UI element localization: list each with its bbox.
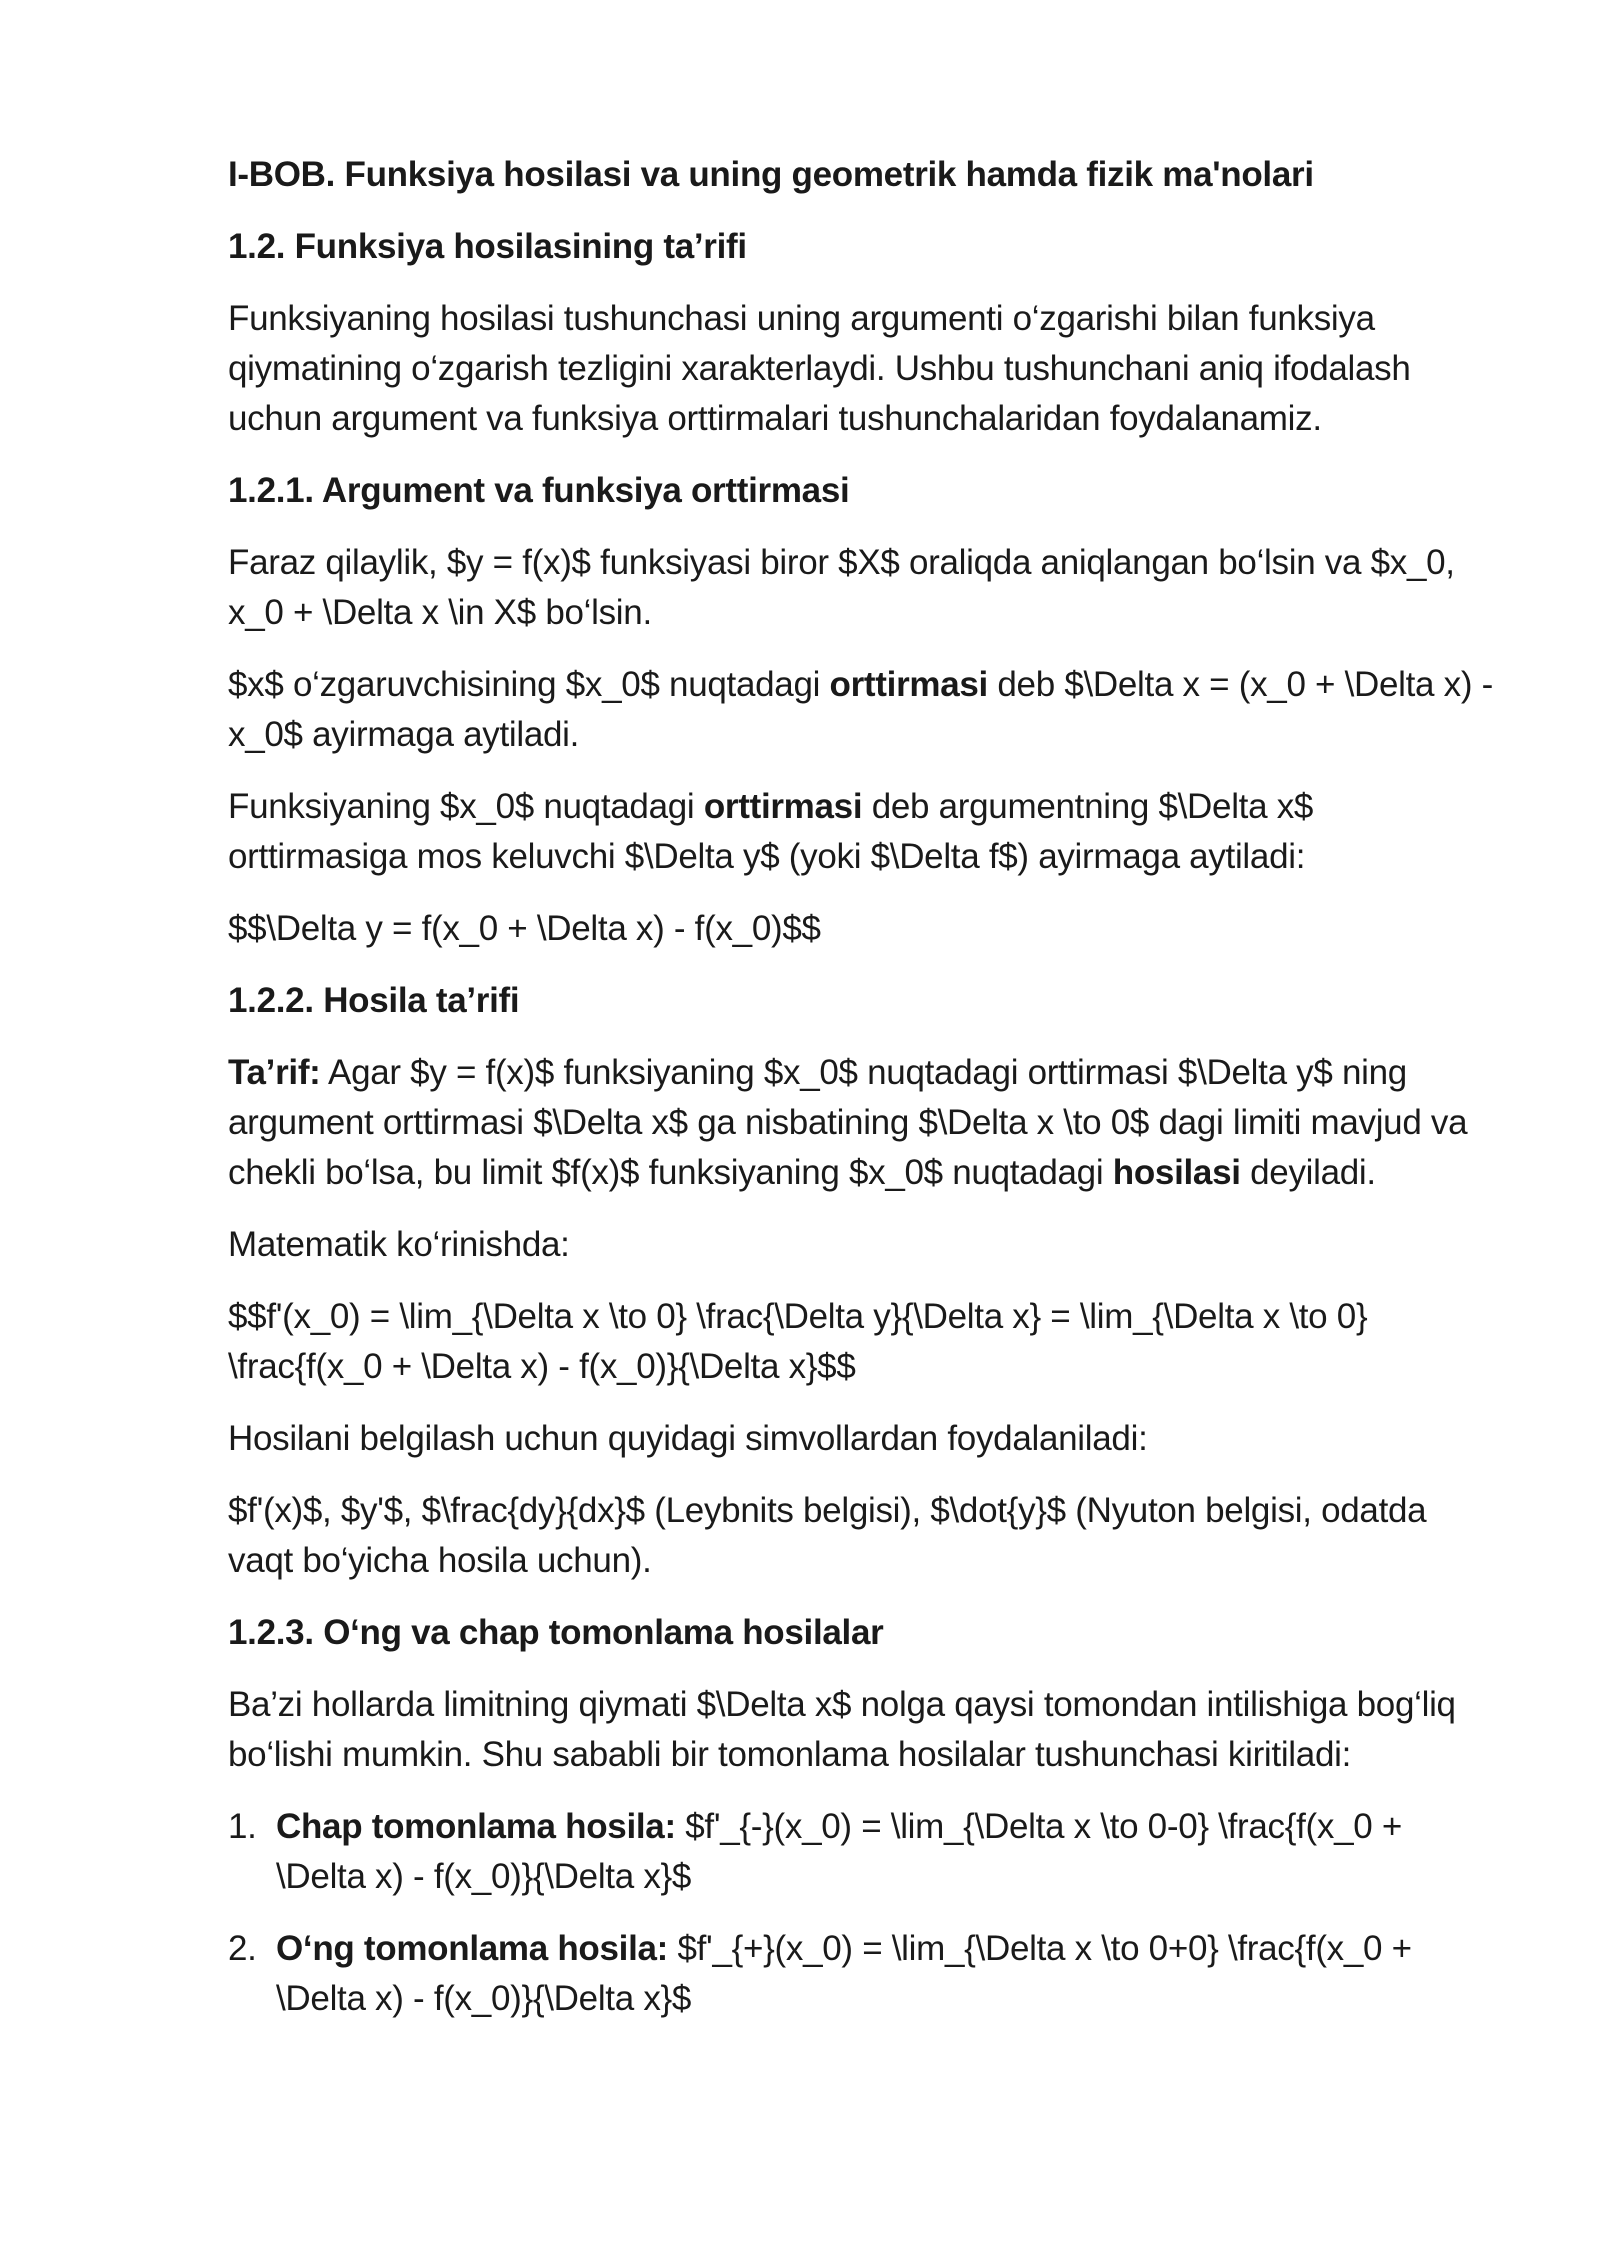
definition-term: hosilasi (1112, 1153, 1241, 1192)
list-item-number: 2. (228, 1929, 257, 1968)
function-increment-term: orttirmasi (703, 787, 863, 826)
subsection-2-title: 1.2.2. Hosila ta’rifi (228, 981, 520, 1020)
derivative-formula: $$f'(x_0) = \lim_{\Delta x \to 0} \frac{\Delta y}{\Delta x} = \lim_{\Delta x \to 0} \frac{f(x_0 + \Delta x) - f(x_0)}{\Delta x}$$ (228, 1297, 1368, 1386)
notation-paragraph: $f'(x)$, $y'$, $\frac{dy}{dx}$ (Leybnits belgisi), $\dot{y}$ (Nyuton belgisi, odatda vaqt bo‘yicha hosila uchun). (228, 1491, 1427, 1580)
argument-increment-text-b: deb $\Delta x = (x_0 + \Delta x) - x_0$ ayirmaga aytiladi. (228, 665, 1493, 754)
function-increment-text-a: Funksiyaning $x_0$ nuqtadagi (228, 787, 704, 826)
definition-label: Ta’rif: (228, 1053, 321, 1092)
assumption-paragraph: Faraz qilaylik, $y = f(x)$ funksiyasi biror $X$ oraliqda aniqlangan bo‘lsin va $x_0, x_0 + \Delta x \in X$ bo‘lsin. (228, 543, 1455, 632)
math-form-label: Matematik ko‘rinishda: (228, 1225, 570, 1264)
list-item-right-derivative (228, 1924, 1493, 2024)
definition-paragraph (228, 1048, 1493, 1198)
document-page (228, 150, 1493, 2046)
section-intro-paragraph: Funksiyaning hosilasi tushunchasi uning argumenti o‘zgarishi bilan funksiya qiymatining o‘zgarish tezligini xarakterlaydi. Ushbu tushunchani aniq ifodalash uchun argument va funksiya orttirmalari tushunchalaridan foydalanamiz. (228, 299, 1411, 438)
list-item-number: 1. (228, 1807, 257, 1846)
function-increment-text-b: deb argumentning $\Delta x$ orttirmasiga mos keluvchi $\Delta y$ (yoki $\Delta f$) ayirmaga aytiladi: (228, 787, 1314, 876)
list-item-label: Chap tomonlama hosila: (276, 1807, 676, 1846)
argument-increment-text-a: $x$ o‘zgaruvchisining $x_0$ nuqtadagi (228, 665, 830, 704)
argument-increment-term: orttirmasi (829, 665, 988, 704)
list-item-formula: $f'_{+}(x_0) = \lim_{\Delta x \to 0+0} \frac{f(x_0 + \Delta x) - f(x_0)}{\Delta x}$ (276, 1929, 1412, 2018)
subsection-3-title: 1.2.3. O‘ng va chap tomonlama hosilalar (228, 1613, 884, 1652)
subsection-1-title: 1.2.1. Argument va funksiya orttirmasi (228, 471, 850, 510)
section-title: 1.2. Funksiya hosilasining ta’rifi (228, 227, 747, 266)
notation-intro: Hosilani belgilash uchun quyidagi simvollardan foydalaniladi: (228, 1419, 1148, 1458)
definition-text-b: deyiladi. (1240, 1153, 1376, 1192)
list-item-left-derivative (228, 1802, 1493, 1902)
argument-increment-paragraph (228, 660, 1493, 760)
one-sided-derivatives-list (228, 1802, 1493, 2024)
list-item-formula: $f'_{-}(x_0) = \lim_{\Delta x \to 0-0} \frac{f(x_0 + \Delta x) - f(x_0)}{\Delta x}$ (276, 1807, 1403, 1896)
increment-formula: $$\Delta y = f(x_0 + \Delta x) - f(x_0)$$ (228, 909, 821, 948)
function-increment-paragraph (228, 782, 1493, 882)
one-sided-intro: Ba’zi hollarda limitning qiymati $\Delta x$ nolga qaysi tomondan intilishiga bog‘liq bo‘lishi mumkin. Shu sababli bir tomonlama hosilalar tushunchasi kiritiladi: (228, 1685, 1456, 1774)
chapter-title: I-BOB. Funksiya hosilasi va uning geometrik hamda fizik ma'nolari (228, 155, 1314, 194)
definition-text-a: Agar $y = f(x)$ funksiyaning $x_0$ nuqtadagi orttirmasi $\Delta y$ ning argument orttirmasi $\Delta x$ ga nisbatining $\Delta x \to 0$ dagi limiti mavjud va chekli bo‘lsa, bu limit $f(x)$ funksiyaning $x_0$ nuqtadagi (228, 1053, 1468, 1192)
list-item-label: O‘ng tomonlama hosila: (276, 1929, 669, 1968)
